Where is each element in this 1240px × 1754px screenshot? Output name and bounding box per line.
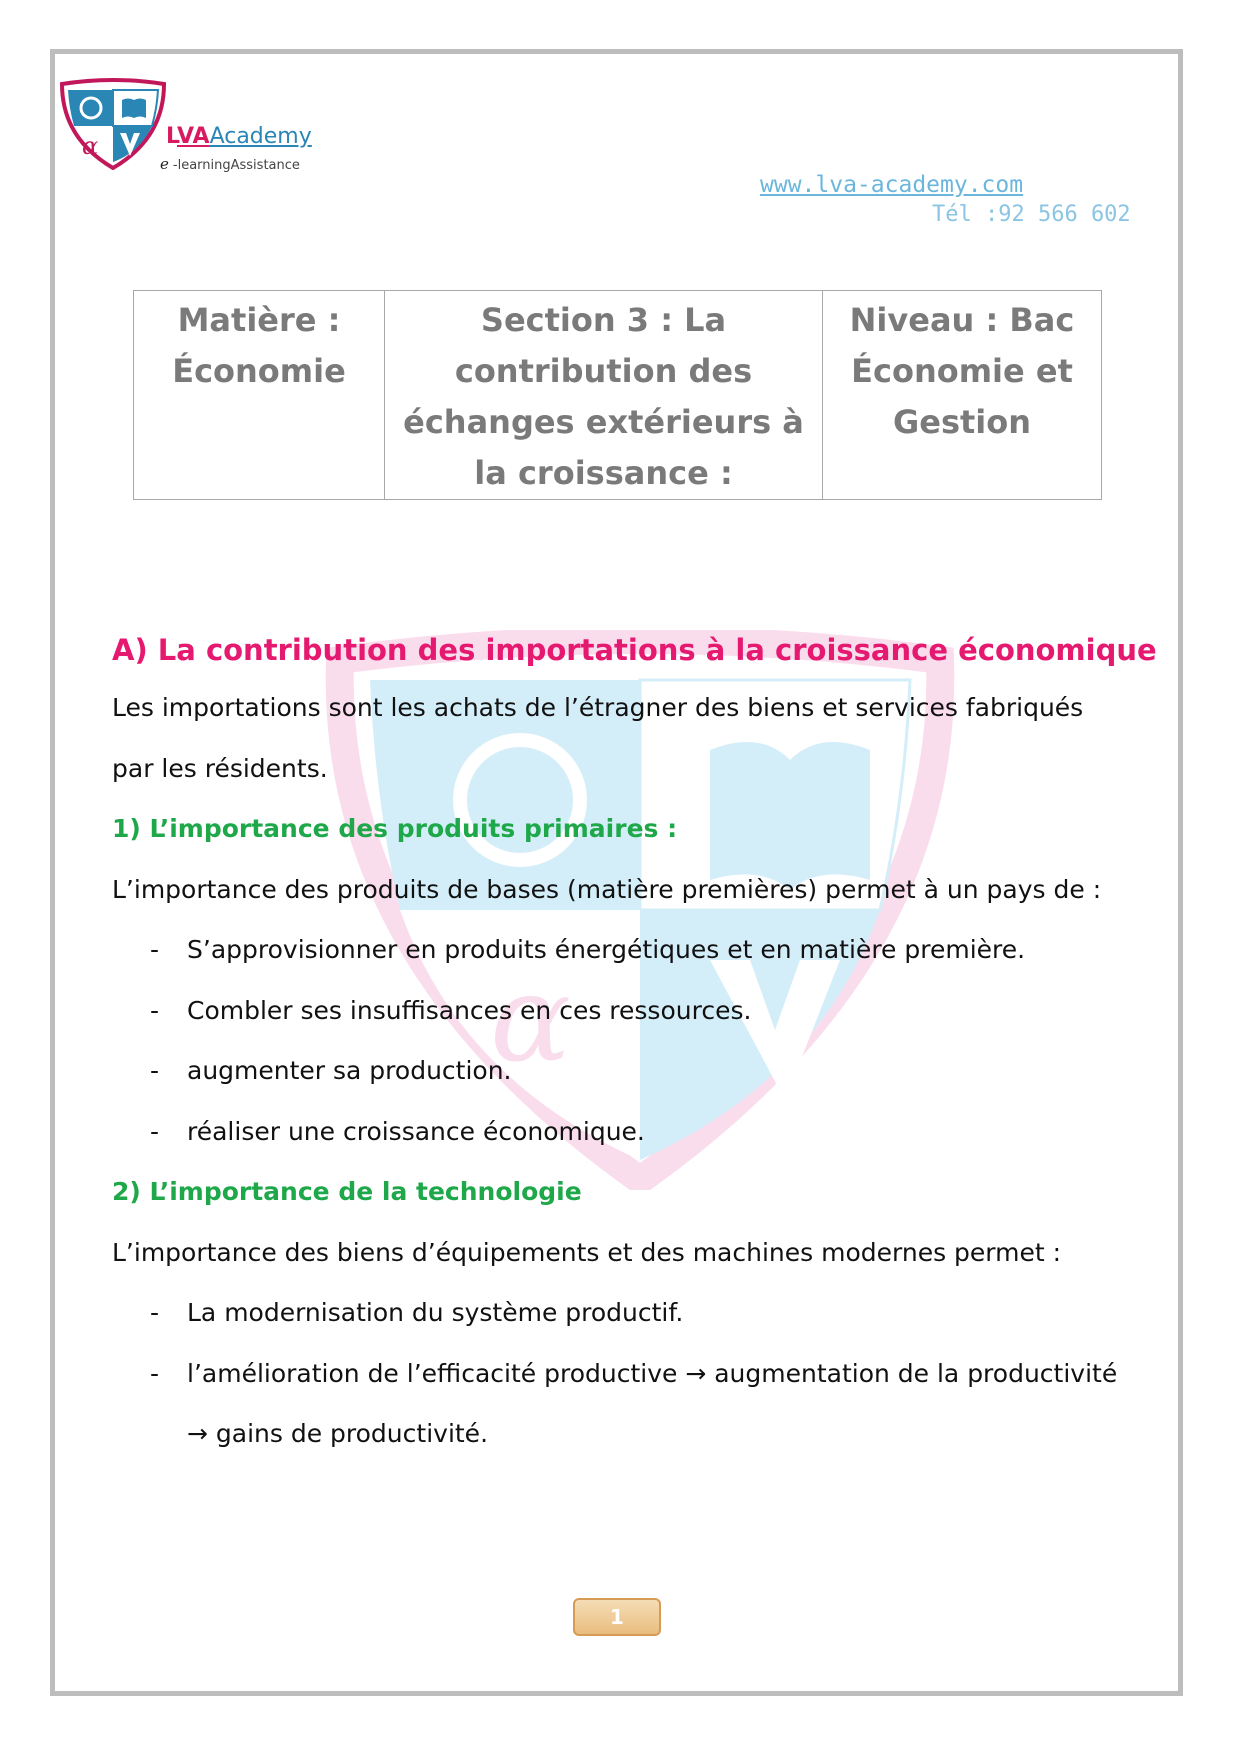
- lva-academy-logo: [58, 78, 168, 170]
- phone-number: Tél :92 566 602: [932, 202, 1131, 227]
- technology-paragraph: L’importance des biens d’équipements et des machines modernes permet :: [112, 1237, 1062, 1267]
- subheading-primary-products: 1) L’importance des produits primaires :: [112, 814, 678, 843]
- brand-name: LVAAcademy: [166, 124, 312, 149]
- website-link[interactable]: www.lva-academy.com: [760, 172, 1024, 198]
- svg-text:α: α: [82, 132, 99, 160]
- list-item: - S’approvisionner en produits énergétiques et en matière première.: [150, 935, 1026, 964]
- page-number-badge: 1: [573, 1598, 661, 1636]
- section-cell: Section 3 : La contribution des échanges extérieurs à la croissance :: [385, 291, 823, 500]
- svg-text:α: α: [490, 950, 572, 1089]
- lesson-content: [112, 624, 1157, 1465]
- list-item: - Combler ses insuffisances en ces ressources.: [150, 995, 752, 1025]
- subject-cell: Matière : Économie: [134, 291, 385, 500]
- intro-paragraph: Les importations sont les achats de l’étragner des biens et services fabriqués par les résidents.: [112, 693, 1084, 783]
- section-heading-a: A) La contribution des importations à la croissance économique: [112, 633, 1157, 667]
- technology-list: [112, 1283, 1122, 1465]
- primary-products-list: [112, 920, 1122, 1162]
- course-info-table: [133, 290, 1102, 500]
- list-item: - réaliser une croissance économique.: [150, 1116, 645, 1146]
- subheading-technology: 2) L’importance de la technologie: [112, 1177, 582, 1206]
- primary-products-paragraph: L’importance des produits de bases (matière premières) permet à un pays de :: [112, 874, 1102, 904]
- list-item: - l’amélioration de l’efficacité productive → augmentation de la productivité → gains de productivité.: [150, 1358, 1118, 1448]
- list-item: - La modernisation du système productif.: [150, 1298, 684, 1327]
- level-cell: Niveau : Bac Économie et Gestion: [823, 291, 1102, 500]
- list-item: - augmenter sa production.: [150, 1056, 512, 1085]
- brand-tagline: e -learningAssistance: [160, 155, 300, 173]
